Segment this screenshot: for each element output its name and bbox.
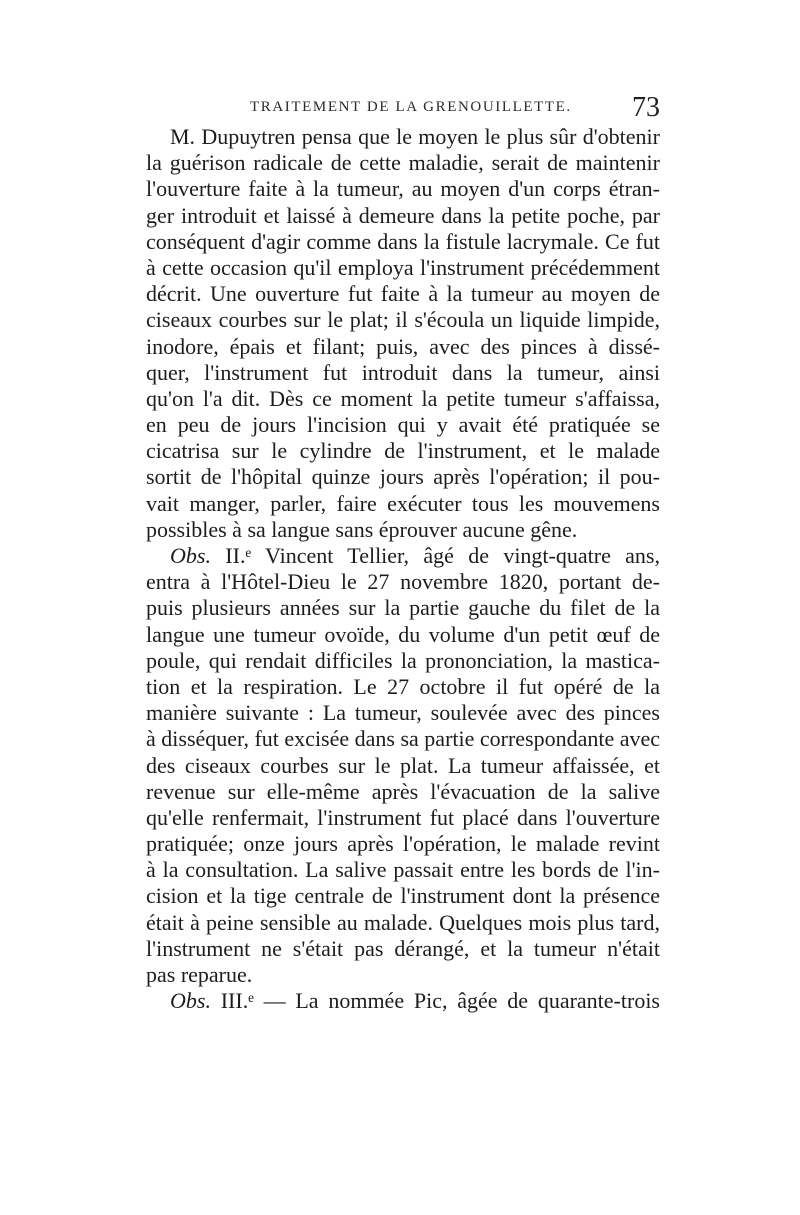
text-line: manière suivante : La tumeur, soulevée avec des pinces	[146, 700, 660, 726]
text-line: poule, qui rendait difficiles la prononciation, la mastica-	[146, 647, 660, 673]
body-text	[146, 124, 660, 1044]
observation-label: Obs.	[170, 543, 211, 568]
text-line: possibles à sa langue sans éprouver aucune gêne.	[146, 516, 578, 542]
text-line: l'ouverture faite à la tumeur, au moyen d'un corps étran-	[146, 176, 660, 202]
text-line: conséquent d'agir comme dans la fistule lacrymale. Ce fut	[146, 228, 660, 254]
observation-2-first-line	[146, 543, 660, 569]
text-line: puis plusieurs années sur la partie gauche du filet de la	[146, 595, 660, 621]
text-line: qu'on l'a dit. Dès ce moment la petite tumeur s'affaissa,	[146, 385, 660, 411]
text-line: des ciseaux courbes sur le plat. La tumeur affaissée, et	[146, 752, 660, 778]
text-line: décrit. Une ouverture fut faite à la tumeur au moyen de	[146, 281, 660, 307]
text-line: pas reparue.	[146, 962, 253, 987]
text-line: langue une tumeur ovoïde, du volume d'un petit œuf de	[146, 621, 660, 647]
running-head	[150, 92, 660, 125]
text-line: M. Dupuytren pensa que le moyen le plus sûr d'obtenir	[170, 124, 660, 149]
text-line: en peu de jours l'incision qui y avait été pratiquée se	[146, 412, 660, 438]
text-line: à cette occasion qu'il employa l'instrument précédemment	[146, 254, 660, 280]
text-line: vait manger, parler, faire exécuter tous les mouvemens	[146, 490, 660, 516]
observation-2-first-line-text: II.ᵉ Vincent Tellier, âgé de vingt-quatre ans,	[210, 543, 660, 568]
text-line: tion et la respiration. Le 27 octobre il fut opéré de la	[146, 673, 660, 699]
text-line: entra à l'Hôtel-Dieu le 27 novembre 1820, portant de-	[146, 569, 660, 595]
text-line: ciseaux courbes sur le plat; il s'écoula un liquide limpide,	[146, 307, 660, 333]
text-line: qu'elle renfermait, l'instrument fut placé dans l'ouverture	[146, 804, 660, 830]
page-number: 73	[632, 92, 660, 123]
text-line: à disséquer, fut excisée dans sa partie correspondante avec	[146, 726, 661, 752]
text-line: revenue sur elle-même après l'évacuation de la salive	[146, 778, 660, 804]
observation-label: Obs.	[170, 988, 211, 1014]
text-line: la guérison radicale de cette maladie, serait de maintenir	[146, 150, 660, 176]
text-line: pratiquée; onze jours après l'opération, le malade revint	[146, 831, 660, 857]
text-line: à la consultation. La salive passait entre les bords de l'in-	[146, 857, 660, 883]
text-line: inodore, épais et filant; puis, avec des pinces à dissé-	[146, 333, 660, 359]
running-title: TRAITEMENT DE LA GRENOUILLETTE.	[250, 99, 572, 115]
observation-3-first-line-text: III.ᵉ — La nommée Pic, âgée de quarante-trois	[210, 988, 660, 1014]
text-line: ger introduit et laissé à demeure dans la petite poche, par	[146, 202, 660, 228]
text-line: sortit de l'hôpital quinze jours après l'opération; il pou-	[146, 464, 660, 490]
text-line: quer, l'instrument fut introduit dans la tumeur, ainsi	[146, 359, 660, 385]
text-line: cicatrisa sur le cylindre de l'instrument, et le malade	[146, 438, 660, 464]
observation-3-first-line	[146, 988, 660, 1014]
text-line: cision et la tige centrale de l'instrument dont la présence	[146, 883, 660, 909]
text-line: l'instrument ne s'était pas dérangé, et la tumeur n'était	[146, 935, 660, 961]
text-line: était à peine sensible au malade. Quelques mois plus tard,	[146, 909, 660, 935]
